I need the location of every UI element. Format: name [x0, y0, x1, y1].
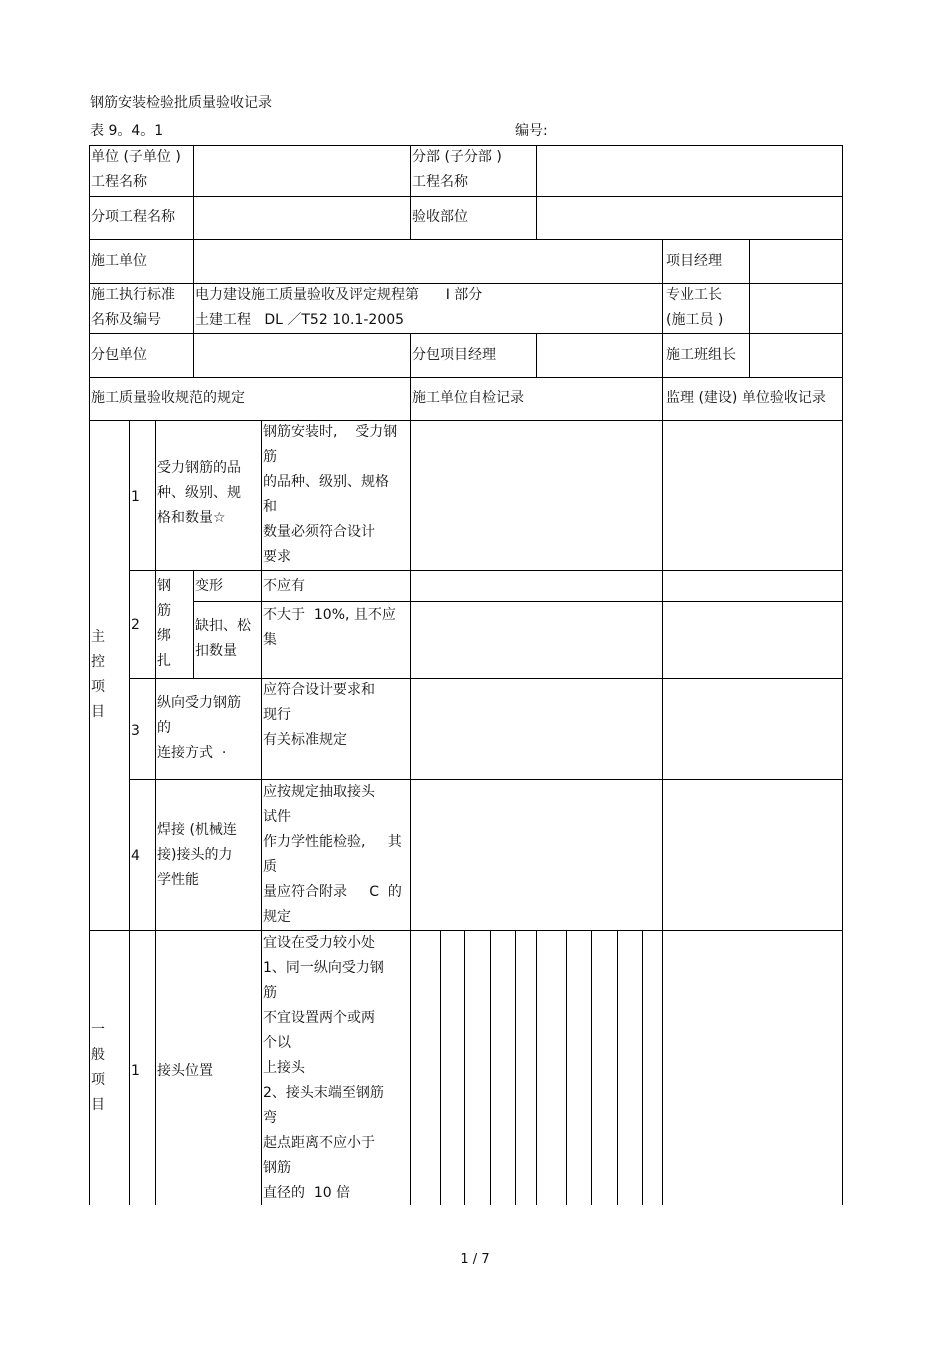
row-divider	[89, 420, 843, 421]
measurement-column-divider	[617, 930, 618, 1205]
item-name: 纵向受力钢筋 的 连接方式 ·	[157, 695, 241, 761]
project-manager-label: 项目经理	[666, 253, 722, 269]
subcontractor-label: 分包单位	[91, 347, 147, 363]
item-name: 受力钢筋的品 种、级别、规 格和数量☆	[157, 460, 241, 526]
item-requirement: 宜设在受力较小处 1、同一纵向受力钢 筋 不宜设置两个或两 个以 上接头 2、接头末端至钢筋 弯 起点距离不应小于 钢筋 直径的 10 倍	[263, 935, 384, 1201]
item-project-name-label: 分项工程名称	[91, 209, 175, 225]
column-divider	[749, 239, 750, 377]
table-right-border	[842, 145, 843, 1205]
column-divider	[261, 420, 262, 1205]
row-divider	[129, 678, 843, 679]
document-title: 钢筋安装检验批质量验收记录	[90, 95, 272, 111]
unit-project-name-label: 单位 (子单位 ) 工程名称	[91, 149, 181, 190]
item-number: 1	[131, 1063, 140, 1079]
item-name: 焊接 (机械连 接)接头的力 学性能	[157, 822, 237, 888]
item-requirement: 钢筋安装时, 受力钢 筋 的品种、级别、规格 和 数量必须符合设计 要求	[263, 424, 398, 565]
row-divider	[89, 196, 843, 197]
standard-label: 施工执行标准 名称及编号	[91, 287, 175, 328]
general-items-label: 一 般 项 目	[91, 1022, 105, 1113]
item-requirement: 不大于 10%, 且不应 集	[263, 607, 396, 648]
column-divider	[536, 333, 537, 377]
row-divider	[129, 779, 843, 780]
column-divider	[410, 333, 411, 1205]
measurement-column-divider	[566, 930, 567, 1205]
measurement-column-divider	[591, 930, 592, 1205]
row-divider	[89, 377, 843, 378]
main-control-label: 主 控 项 目	[91, 629, 105, 720]
column-divider	[662, 239, 663, 420]
column-divider	[410, 145, 411, 239]
page-number: 1 / 7	[460, 1252, 490, 1267]
item-requirement: 应符合设计要求和 现行 有关标准规定	[263, 682, 375, 748]
subdivision-project-name-label: 分部 (子分部 ) 工程名称	[412, 149, 502, 190]
subcontract-pm-label: 分包项目经理	[412, 347, 496, 363]
row-divider	[193, 601, 843, 602]
item-requirement: 应按规定抽取接头 试件 作力学性能检验, 其 质 量应符合附录 C 的 规定	[263, 784, 402, 925]
measurement-column-divider	[515, 930, 516, 1205]
column-divider	[193, 570, 194, 678]
team-leader-label: 施工班组长	[666, 347, 736, 363]
column-divider	[662, 420, 663, 1205]
item-name: 接头位置	[157, 1063, 213, 1079]
table-left-border	[89, 145, 90, 1205]
serial-number-label: 编号:	[515, 123, 548, 139]
measurement-column-divider	[490, 930, 491, 1205]
column-divider	[129, 420, 130, 1205]
item-number: 1	[131, 489, 140, 505]
item-number: 4	[131, 848, 140, 864]
item-number: 3	[131, 723, 140, 739]
measurement-column-divider	[536, 930, 537, 1205]
measurement-column-divider	[464, 930, 465, 1205]
standard-value: 电力建设施工质量验收及评定规程第 Ⅰ 部分 土建工程 DL ／T52 10.1-2005	[195, 287, 483, 328]
measurement-column-divider	[440, 930, 441, 1205]
measurement-column-divider	[642, 930, 643, 1205]
foreman-label: 专业工长 (施工员 )	[666, 287, 724, 328]
column-divider	[193, 145, 194, 377]
form-number: 表 9。4。1	[90, 123, 164, 139]
self-check-label: 施工单位自检记录	[412, 390, 524, 406]
row-divider	[89, 333, 843, 334]
column-divider	[155, 420, 156, 1205]
row-divider	[89, 930, 843, 931]
row-divider	[129, 570, 843, 571]
item-number: 2	[131, 617, 140, 633]
item-name: 钢 筋 绑 扎	[157, 578, 171, 669]
row-divider	[89, 239, 843, 240]
sub-item-name: 变形	[195, 578, 223, 594]
supervision-label: 监理 (建设) 单位验收记录	[666, 390, 826, 406]
specification-label: 施工质量验收规范的规定	[91, 390, 245, 406]
acceptance-location-label: 验收部位	[412, 209, 468, 225]
contractor-label: 施工单位	[91, 253, 147, 269]
item-requirement: 不应有	[263, 578, 305, 594]
sub-item-name: 缺扣、松 扣数量	[195, 618, 251, 659]
column-divider	[536, 145, 537, 239]
